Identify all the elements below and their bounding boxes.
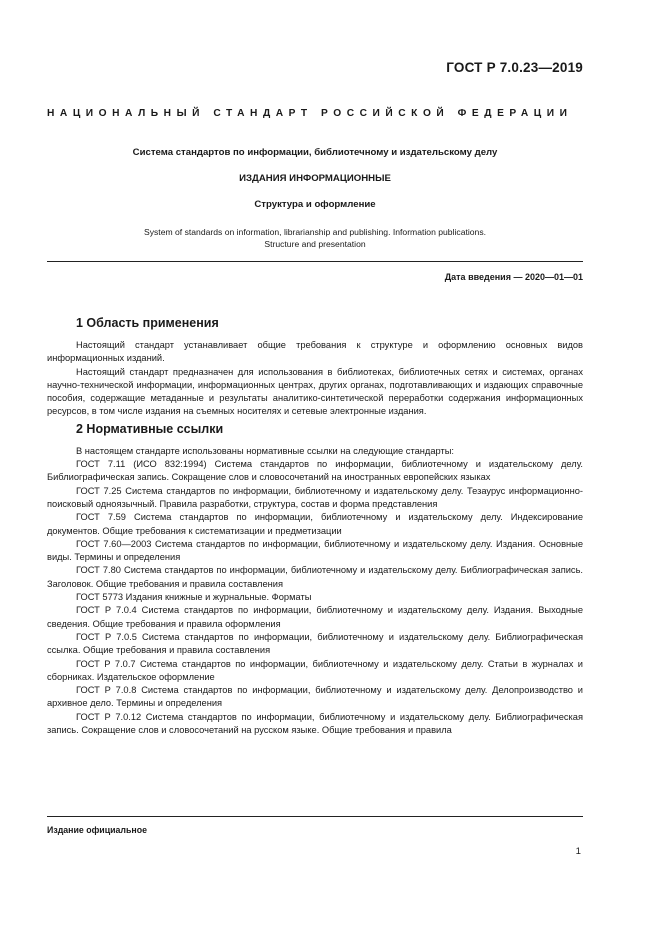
- normative-reference: ГОСТ 7.59 Система стандартов по информации, библиотечному и издательскому делу. Индексирование документов. Общие требования к систематизации и предметизации: [47, 512, 583, 536]
- english-title: [47, 226, 583, 250]
- normative-reference: ГОСТ Р 7.0.7 Система стандартов по информации, библиотечному и издательскому делу. Статьи в журналах и сборниках. Издательское оформление: [47, 658, 583, 682]
- normative-reference: ГОСТ 7.11 (ИСО 832:1994) Система стандартов по информации, библиотечному и издательскому делу. Библиографическая запись. Сокращение слов и словосочетаний на иностранных европейских языках: [47, 459, 583, 483]
- english-title-line-1: System of standards on information, librarianship and publishing. Information publications.: [143, 227, 487, 237]
- section-1-heading: 1 Область применения: [76, 316, 219, 330]
- normative-reference: ГОСТ 7.25 Система стандартов по информации, библиотечному и издательскому делу. Тезаурус информационно-поисковый одноязычный. Правила разработки, структура, состав и форма представления: [47, 485, 583, 509]
- header-divider: [47, 261, 583, 262]
- section-2-heading: 2 Нормативные ссылки: [76, 421, 224, 436]
- document-main-title: ИЗДАНИЯ ИНФОРМАЦИОННЫЕ: [239, 173, 391, 184]
- document-subtitle: Структура и оформление: [254, 199, 376, 210]
- introduction-date: Дата введения — 2020—01—01: [444, 272, 583, 282]
- document-body: [47, 313, 583, 737]
- normative-reference: ГОСТ Р 7.0.12 Система стандартов по информации, библиотечному и издательскому делу. Библиографическая запись. Сокращение слов и словосочетаний на русском языке. Общие требования и правила: [47, 711, 583, 736]
- section-2-text: [47, 445, 583, 738]
- english-title-line-2: Structure and presentation: [264, 239, 366, 249]
- section-1-text: [47, 339, 583, 419]
- national-standard-banner: НАЦИОНАЛЬНЫЙ СТАНДАРТ РОССИЙСКОЙ ФЕДЕРАЦИИ: [47, 108, 573, 119]
- footer-divider: [47, 816, 583, 817]
- paragraph: Настоящий стандарт устанавливает общие требования к структуре и оформлению основных видов информационных изданий.: [47, 340, 583, 364]
- document-code: ГОСТ Р 7.0.23—2019: [446, 60, 583, 75]
- normative-reference: ГОСТ 5773 Издания книжные и журнальные. Форматы: [76, 592, 312, 603]
- normative-reference: ГОСТ 7.60—2003 Система стандартов по информации, библиотечному и издательскому делу. Издания. Основные виды. Термины и определения: [47, 538, 583, 563]
- normative-reference: ГОСТ Р 7.0.8 Система стандартов по информации, библиотечному и издательскому делу. Делопроизводство и архивное дело. Термины и определения: [47, 685, 583, 709]
- paragraph: В настоящем стандарте использованы нормативные ссылки на следующие стандарты:: [76, 445, 455, 456]
- normative-reference: ГОСТ Р 7.0.5 Система стандартов по информации, библиотечному и издательскому делу. Библиографическая ссылка. Общие требования и правила составления: [47, 631, 583, 656]
- normative-reference: ГОСТ Р 7.0.4 Система стандартов по информации, библиотечному и издательскому делу. Издания. Выходные сведения. Общие требования и правила оформления: [47, 605, 583, 629]
- paragraph: Настоящий стандарт предназначен для использования в библиотеках, библиотечных сетях и системах, органах научно-технической информации, информационных центрах, других органах, подготавливающих и издающих справочные пособия, содержащие метаданные и результаты аналитико-синтетической переработки содержания информационных ресурсов, в том числе издания на съемных носителях и сетевые электронные издания.: [47, 366, 583, 417]
- official-edition-label: Издание официальное: [47, 825, 147, 835]
- normative-reference: ГОСТ 7.80 Система стандартов по информации, библиотечному и издательскому делу. Библиографическая запись. Заголовок. Общие требования и правила составления: [47, 565, 583, 589]
- page-number: 1: [575, 846, 581, 857]
- standards-system-title: Система стандартов по информации, библиотечному и издательскому делу: [132, 147, 498, 158]
